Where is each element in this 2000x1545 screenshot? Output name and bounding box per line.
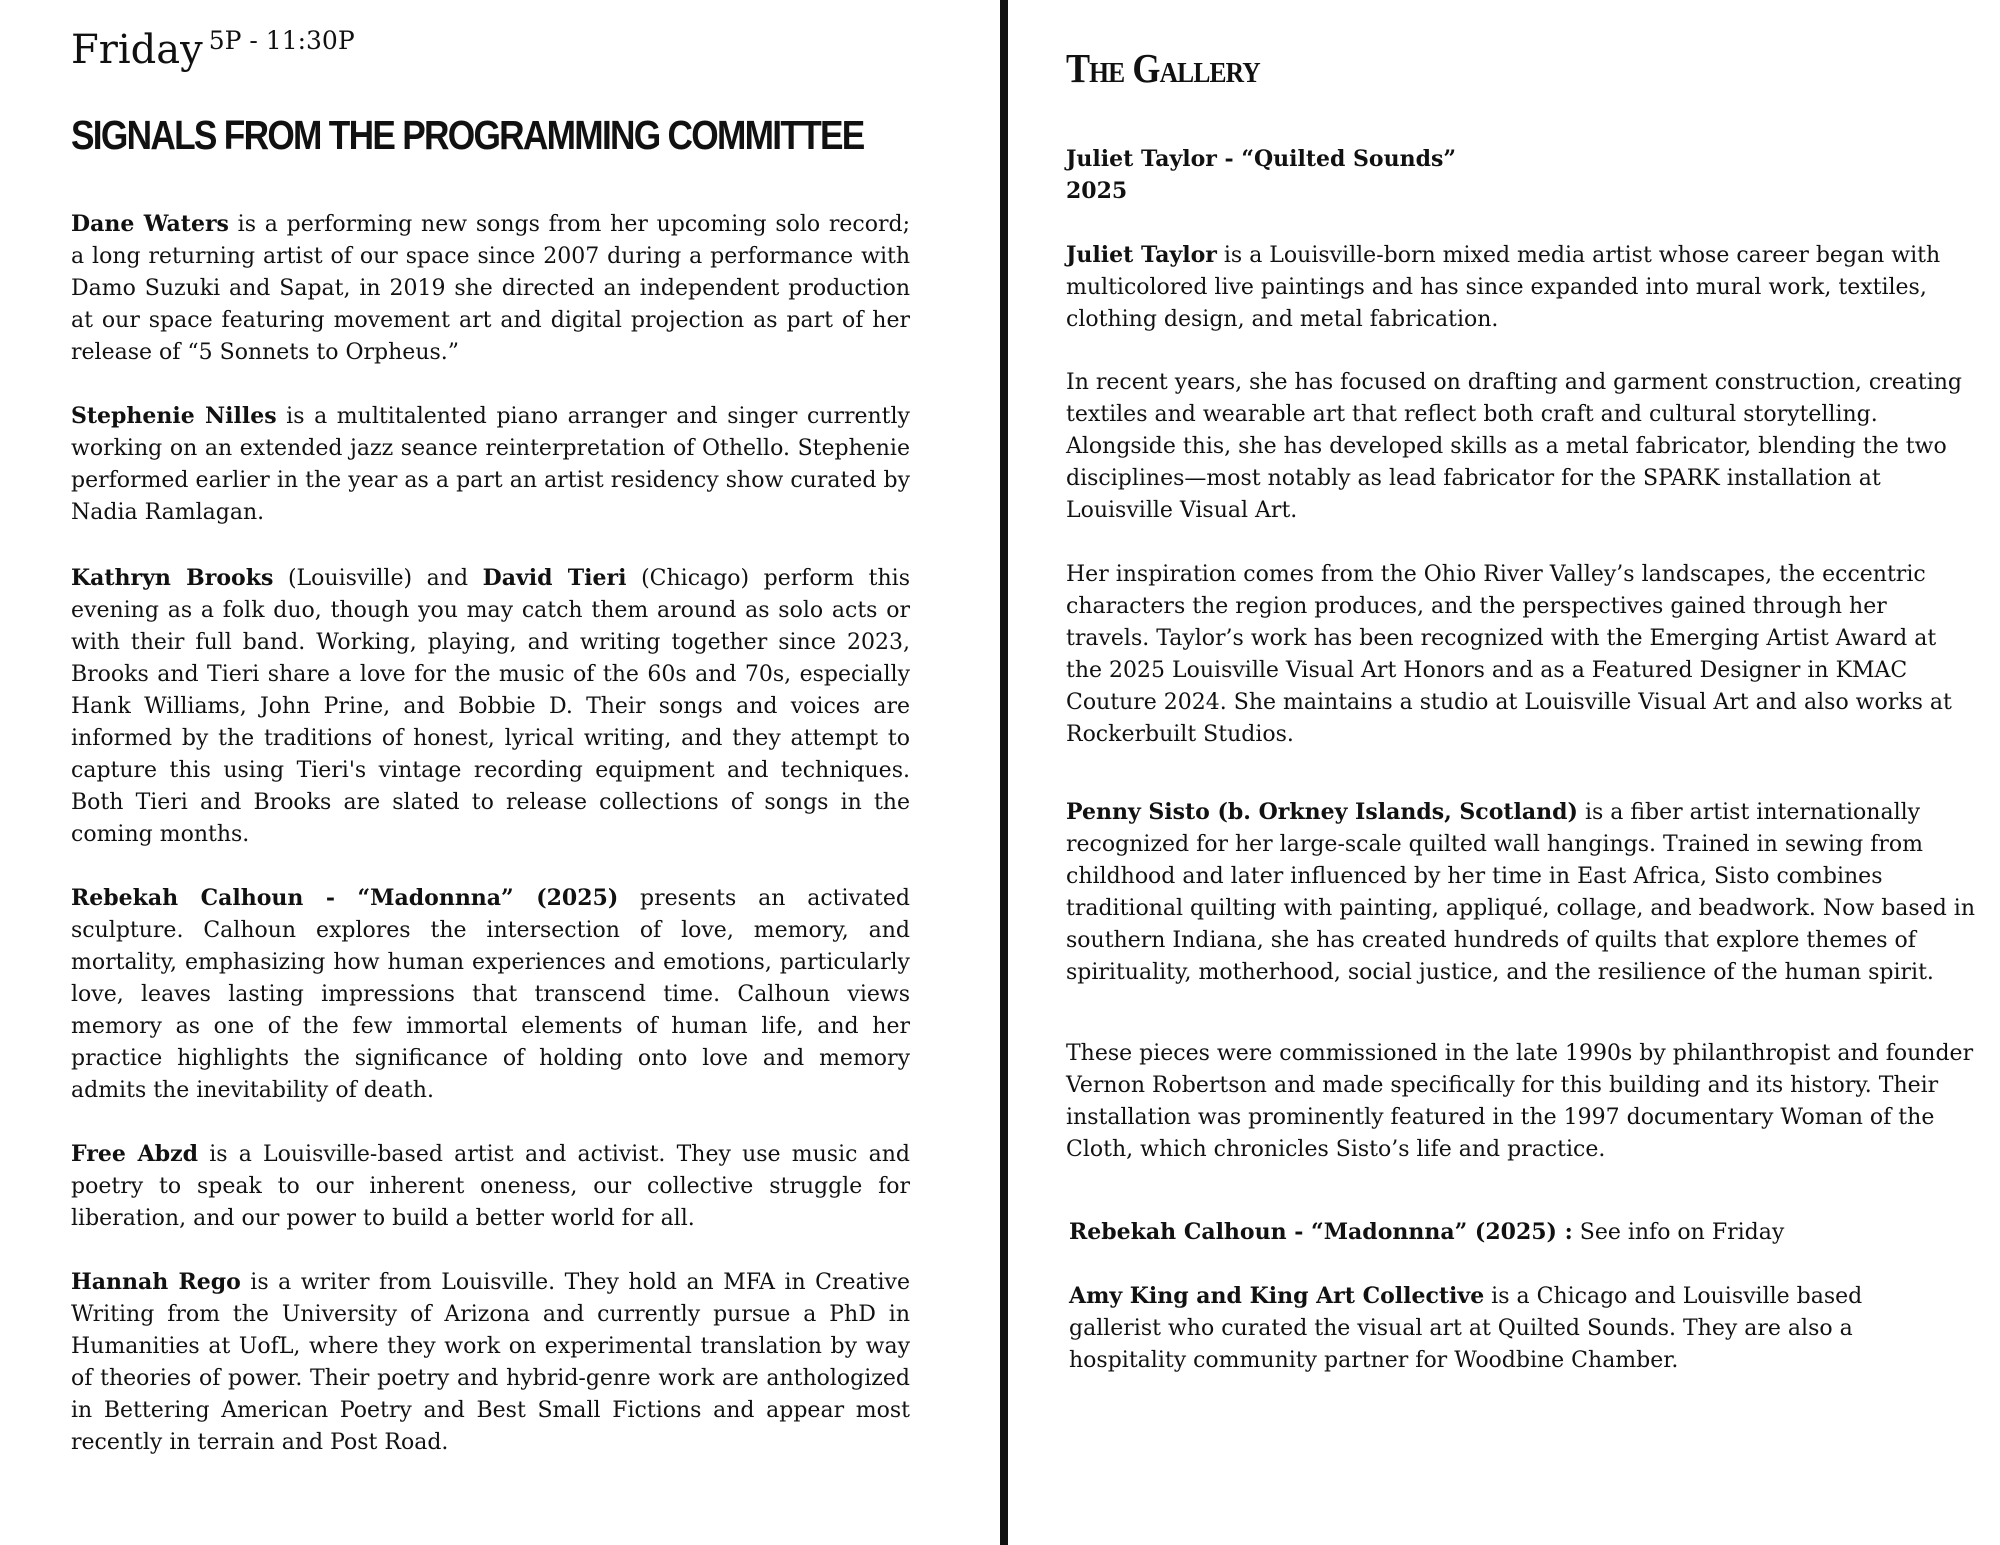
entry-hannah-rego [71, 1266, 910, 1459]
entry-free-abzd [71, 1138, 910, 1235]
entry-rebekah-calhoun [71, 882, 910, 1107]
artist-bio: (Louisville) and [273, 566, 483, 591]
entry-dane-waters [71, 208, 910, 369]
artist-bio: is a Louisville-born mixed media artist whose career began with multicolored live paintings and has since expanded into mural work, textiles, clothing design, and metal fabrication. [1066, 243, 1941, 332]
committee-title: SIGNALS FROM THE PROGRAMMING COMMITTEE [71, 112, 864, 158]
amy-king-entry [1069, 1280, 1889, 1377]
juliet-paragraph-3: Her inspiration comes from the Ohio River Valley’s landscapes, the eccentric characters the region produces, and the perspectives gained through her travels. Taylor’s work has been recognized with the Emerging Artist Award at the 2025 Louisville Visual Art Honors and as a Featured Designer in KMAC Couture 2024. She maintains a studio at Louisville Visual Art and also works at Rockerbuilt Studios. [1066, 562, 1952, 747]
artist-name-b: David Tieri [482, 565, 627, 591]
artist-bio: presents an activated sculpture. Calhoun explores the intersection of love, memory, and mortality, emphasizing how human experiences and emotions, particularly love, leaves lasting impressions that transcend time. Calhoun views memory as one of the few immortal elements of human life, and her practice highlights the significance of holding onto love and memory admits the inevitability of death. [71, 886, 911, 1103]
juliet-paragraph-2: In recent years, she has focused on drafting and garment construction, creating textiles and wearable art that reflect both craft and cultural storytelling. Alongside this, she has developed skills as a metal fabricator, blending the two disciplines—most notably as lead fabricator for the SPARK installation at Louisville Visual Art. [1066, 370, 1962, 523]
artist-name: Free Abzd [71, 1141, 198, 1167]
penny-intro [1066, 796, 1976, 989]
page-divider [1000, 0, 1008, 1545]
artist-name: Rebekah Calhoun - “Madonnna” (2025) [71, 885, 619, 911]
penny-paragraph-2: These pieces were commissioned in the late 1990s by philanthropist and founder Vernon Robertson and made specifically for this building and its history. Their installation was prominently featured in the 1997 documentary Woman of the Cloth, which chronicles Sisto’s life and practice. [1066, 1041, 1974, 1162]
artist-name: Juliet Taylor [1066, 242, 1217, 268]
artist-bio: is a performing new songs from her upcoming solo record; a long returning artist of our space since 2007 during a performance with Damo Suzuki and Sapat, in 2019 she directed an independent production at our space featuring movement art and digital projection as part of her release of “5 Sonnets to Orpheus.” [71, 212, 911, 365]
artist-bio: is a Chicago and Louisville based gallerist who curated the visual art at Quilted Sounds. They are also a hospitality community partner for Woodbine Chamber. [1069, 1284, 1863, 1373]
artist-bio: is a writer from Louisville. They hold an MFA in Creative Writing from the University of Arizona and currently pursue a PhD in Humanities at UofL, where they work on experimental translation by way of theories of power. Their poetry and hybrid-genre work are anthologized in Bettering American Poetry and Best Small Fictions and appear most recently in terrain and Post Road. [71, 1270, 910, 1455]
artist-name: Amy King and King Art Collective [1069, 1283, 1485, 1309]
gallery-title: The Gallery [1066, 45, 1260, 91]
artist-name: Penny Sisto (b. Orkney Islands, Scotland) [1066, 799, 1578, 825]
juliet-intro [1066, 239, 1976, 336]
artist-bio: is a fiber artist internationally recognized for her large-scale quilted wall hangings. Trained in sewing from childhood and later influenced by her time in East Africa, Sisto combines traditional quilting with painting, appliqué, collage, and beadwork. Now based in southern Indiana, she has created hundreds of quilts that explore themes of spirituality, motherhood, social justice, and the resilience of the human spirit. [1066, 800, 1976, 985]
artist-name: Rebekah Calhoun - “Madonnna” (2025) : [1069, 1219, 1573, 1245]
day-heading [71, 26, 355, 73]
artwork-title: Juliet Taylor - “Quilted Sounds” [1066, 146, 1457, 172]
rebekah-gallery-note [1069, 1216, 1976, 1249]
artist-bio-b: (Chicago) perform this evening as a folk duo, though you may catch them around as solo acts or with their full band. Working, playing, and writing together since 2023, Brooks and Tieri share a love for the music of the 60s and 70s, especially Hank Williams, John Prine, and Bobbie D. Their songs and voices are informed by the traditions of honest, lyrical writing, and they attempt to capture this using Tieri's vintage recording equipment and techniques. Both Tieri and Brooks are slated to release collections of songs in the coming months. [71, 566, 911, 847]
artist-name: Dane Waters [71, 211, 229, 237]
entry-brooks-tieri [71, 562, 910, 851]
artist-name: Stephenie Nilles [71, 403, 277, 429]
artist-name: Kathryn Brooks [71, 565, 274, 591]
artist-note: See info on Friday [1572, 1220, 1785, 1245]
artwork-year: 2025 [1066, 178, 1128, 204]
artwork-heading [1066, 143, 1456, 207]
day-label: Friday [71, 27, 203, 73]
artist-bio: is a Louisville-based artist and activist. They use music and poetry to speak to our inherent oneness, our collective struggle for liberation, and our power to build a better world for all. [71, 1142, 910, 1231]
hours-label: 5P - 11:30P [208, 26, 355, 55]
artist-name: Hannah Rego [71, 1269, 241, 1295]
entry-stephenie-nilles [71, 400, 910, 529]
artist-bio: is a multitalented piano arranger and singer currently working on an extended jazz seance reinterpretation of Othello. Stephenie performed earlier in the year as a part an artist residency show curated by Nadia Ramlagan. [71, 404, 910, 525]
